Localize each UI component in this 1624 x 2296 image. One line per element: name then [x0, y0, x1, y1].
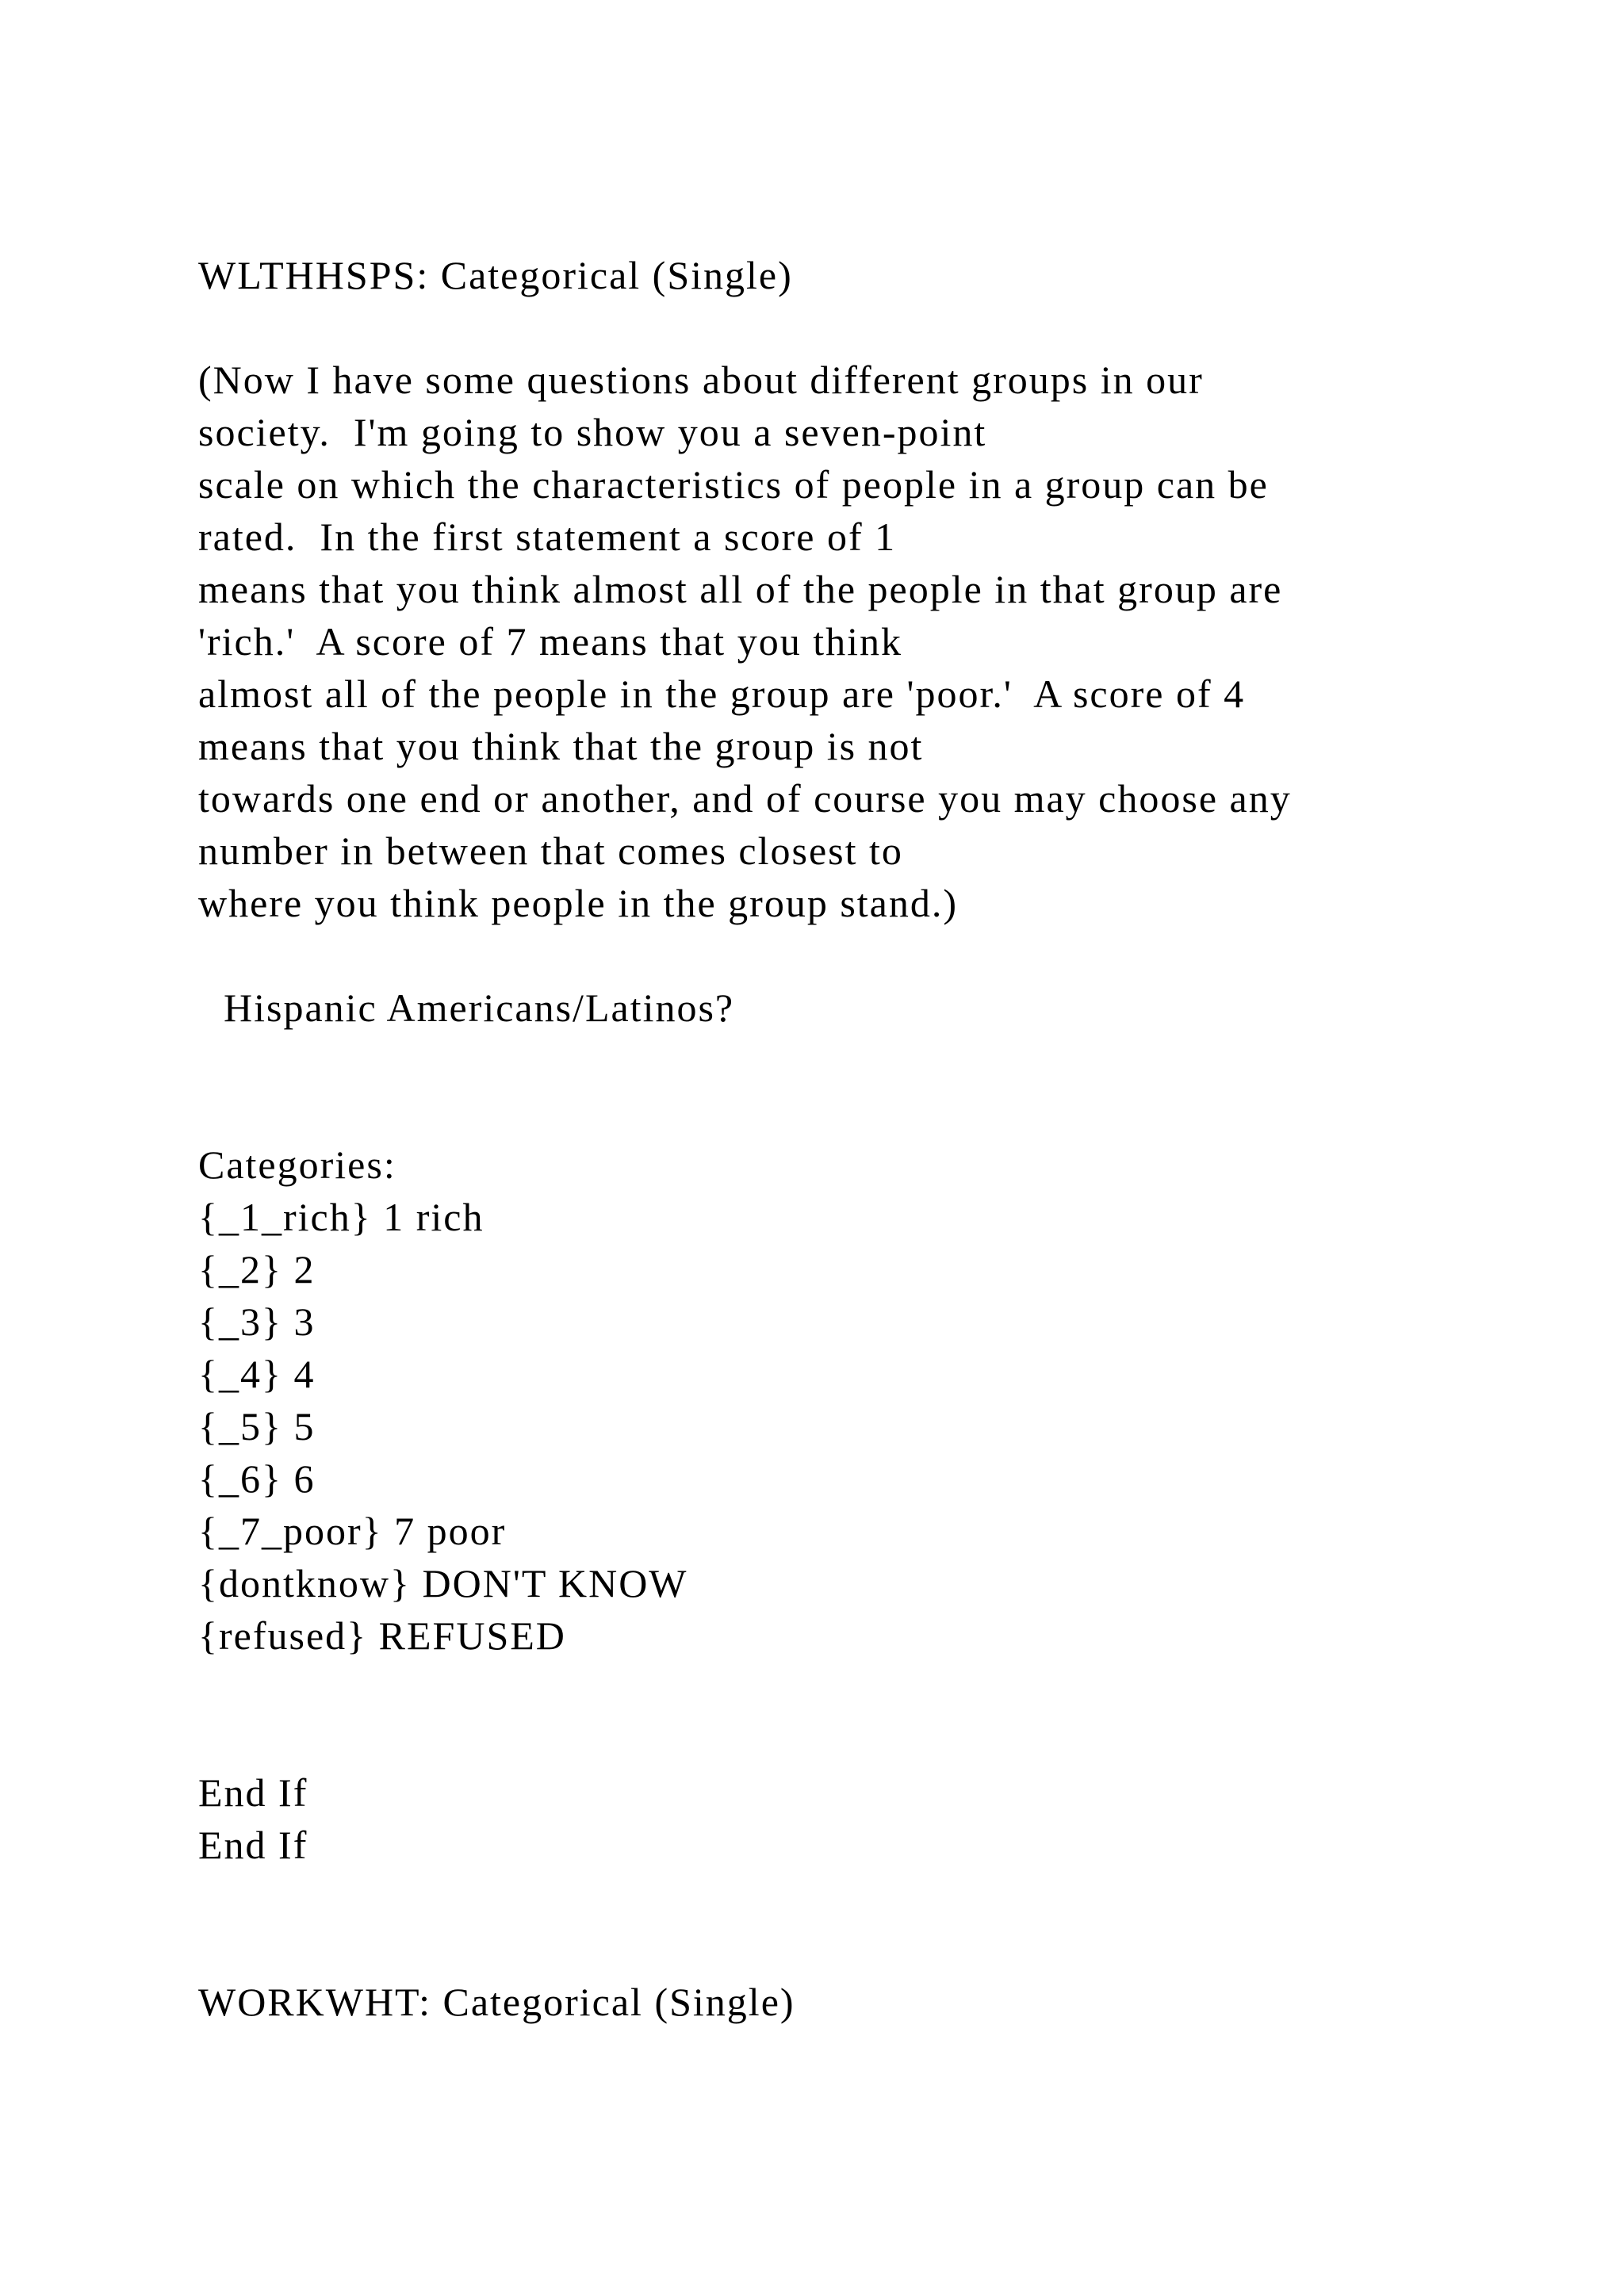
question-text-line: means that you think that the group is not: [198, 724, 924, 768]
question-heading: WLTHHSPS: Categorical (Single): [198, 253, 793, 297]
question-text-line: towards one end or another, and of course you may choose any: [198, 776, 1292, 821]
categories-label: Categories:: [198, 1142, 396, 1187]
question-text-line: 'rich.' A score of 7 means that you think: [198, 619, 902, 664]
category-item: {_4} 4: [198, 1352, 316, 1396]
category-item: {_3} 3: [198, 1299, 316, 1344]
question-text-line: society. I'm going to show you a seven-point: [198, 410, 987, 454]
question-text-line: rated. In the first statement a score of 1: [198, 515, 897, 559]
category-item: {_2} 2: [198, 1247, 316, 1292]
question-text-line: (Now I have some questions about different groups in our: [198, 358, 1204, 402]
question-text-line: where you think people in the group stand.): [198, 881, 959, 925]
category-item: {_1_rich} 1 rich: [198, 1195, 485, 1239]
category-item: {refused} REFUSED: [198, 1613, 566, 1658]
category-item: {_6} 6: [198, 1456, 316, 1501]
question-text-line: number in between that comes closest to: [198, 828, 903, 873]
question-text-line: means that you think almost all of the people in that group are: [198, 567, 1283, 611]
category-item: {dontknow} DON'T KNOW: [198, 1561, 688, 1605]
question-text-line: scale on which the characteristics of people in a group can be: [198, 462, 1269, 507]
category-item: {_5} 5: [198, 1404, 316, 1448]
question-text-line: almost all of the people in the group are 'poor.' A score of 4: [198, 672, 1246, 716]
end-if-line: End If: [198, 1770, 308, 1815]
group-prompt: Hispanic Americans/Latinos?: [224, 985, 735, 1030]
question-heading: WORKWHT: Categorical (Single): [198, 1980, 795, 2024]
end-if-line: End If: [198, 1823, 308, 1867]
category-item: {_7_poor} 7 poor: [198, 1509, 507, 1553]
